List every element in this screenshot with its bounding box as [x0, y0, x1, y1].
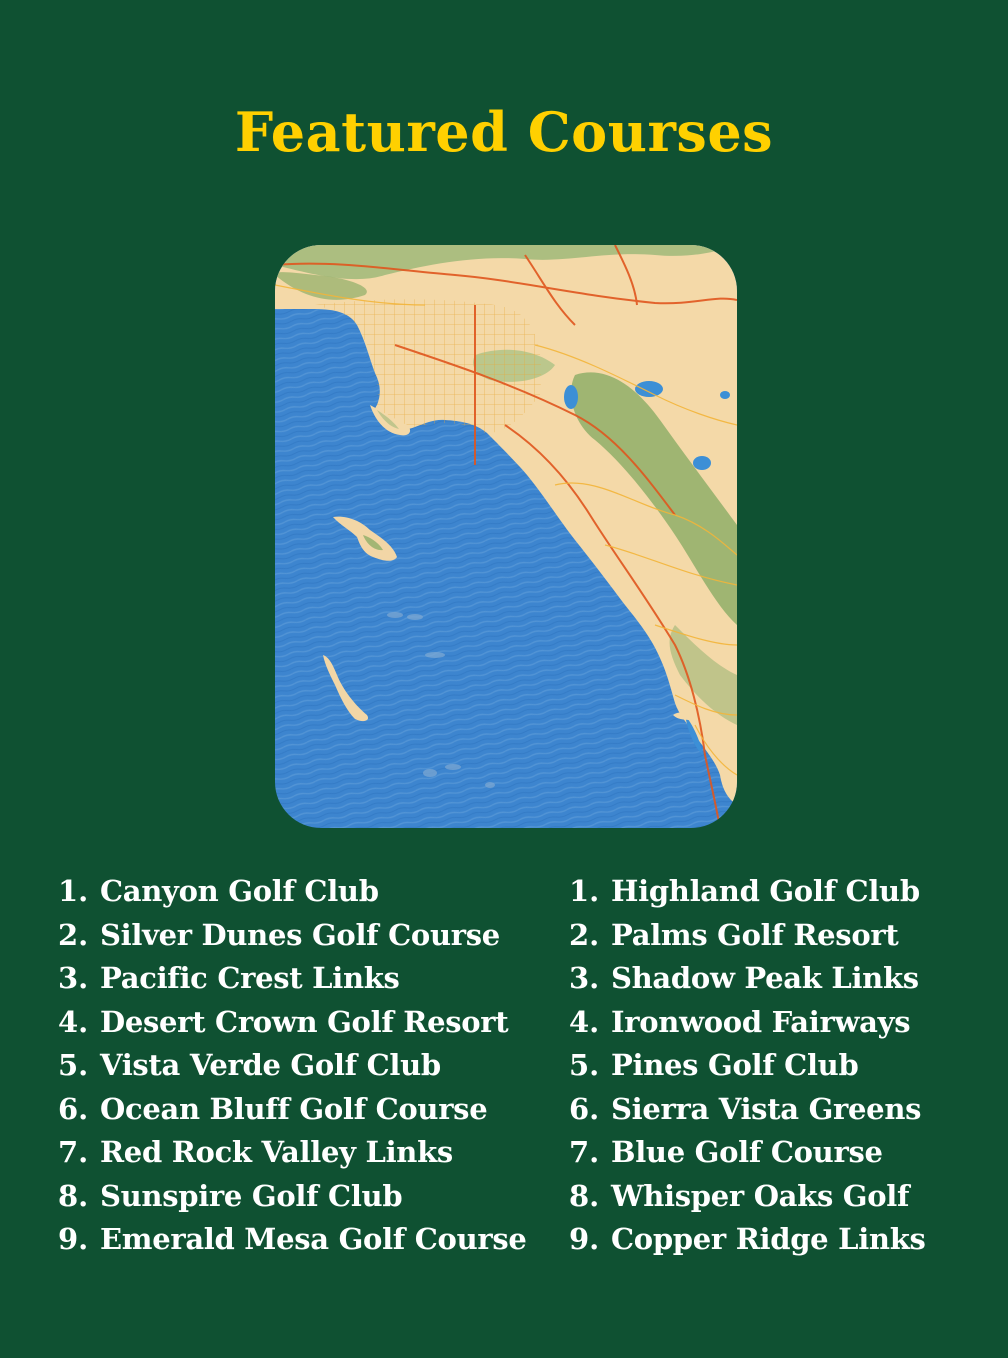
page-title: Featured Courses: [234, 100, 774, 164]
list-item[interactable]: [58, 1044, 527, 1088]
item-number: 6.: [569, 1091, 600, 1126]
item-number: 8.: [58, 1178, 89, 1213]
list-item[interactable]: [569, 1218, 926, 1262]
list-item[interactable]: [58, 870, 527, 914]
course-name: Palms Golf Resort: [611, 917, 899, 952]
item-number: 5.: [569, 1048, 600, 1082]
course-name: Pacific Crest Links: [100, 961, 400, 995]
list-item[interactable]: [58, 1131, 527, 1175]
list-item[interactable]: [569, 1088, 926, 1132]
list-item[interactable]: [58, 1088, 527, 1132]
course-name: Emerald Mesa Golf Course: [100, 1222, 527, 1256]
course-name: Pines Golf Club: [611, 1048, 859, 1082]
item-number: 2.: [569, 917, 600, 952]
item-number: 4.: [58, 1004, 89, 1039]
course-name: Red Rock Valley Links: [100, 1135, 453, 1169]
course-name: Sunspire Golf Club: [100, 1178, 403, 1213]
item-number: 7.: [58, 1135, 89, 1169]
course-name: Silver Dunes Golf Course: [100, 917, 500, 952]
item-number: 5.: [58, 1048, 89, 1082]
course-name: Vista Verde Golf Club: [100, 1048, 441, 1082]
item-number: 1.: [58, 874, 89, 908]
item-number: 2.: [58, 917, 89, 952]
list-item[interactable]: [569, 914, 926, 958]
list-item[interactable]: [569, 870, 926, 914]
list-item[interactable]: [569, 1001, 926, 1045]
item-number: 3.: [58, 961, 89, 995]
list-item[interactable]: [569, 1044, 926, 1088]
course-name: Blue Golf Course: [611, 1135, 883, 1169]
list-item[interactable]: [58, 957, 527, 1001]
course-name: Shadow Peak Links: [611, 961, 919, 995]
course-name: Sierra Vista Greens: [611, 1091, 922, 1126]
list-item[interactable]: [58, 914, 527, 958]
list-item[interactable]: [58, 1175, 527, 1219]
item-number: 9.: [569, 1222, 600, 1256]
course-name: Ironwood Fairways: [611, 1004, 911, 1039]
course-list-right: [569, 870, 926, 1262]
item-number: 7.: [569, 1135, 600, 1169]
item-number: 1.: [569, 874, 600, 908]
item-number: 8.: [569, 1178, 600, 1213]
course-name: Ocean Bluff Golf Course: [100, 1091, 488, 1126]
item-number: 9.: [58, 1222, 89, 1256]
list-item[interactable]: [569, 1131, 926, 1175]
course-name: Whisper Oaks Golf: [611, 1178, 910, 1213]
list-item[interactable]: [569, 1175, 926, 1219]
list-item[interactable]: [58, 1218, 527, 1262]
region-map: [275, 245, 737, 828]
list-item[interactable]: [58, 1001, 527, 1045]
course-name: Canyon Golf Club: [100, 874, 379, 908]
course-name: Highland Golf Club: [611, 874, 920, 908]
course-name: Desert Crown Golf Resort: [100, 1004, 509, 1039]
course-name: Copper Ridge Links: [611, 1222, 926, 1256]
item-number: 4.: [569, 1004, 600, 1039]
list-item[interactable]: [569, 957, 926, 1001]
course-list-left: [58, 870, 527, 1262]
item-number: 6.: [58, 1091, 89, 1126]
item-number: 3.: [569, 961, 600, 995]
